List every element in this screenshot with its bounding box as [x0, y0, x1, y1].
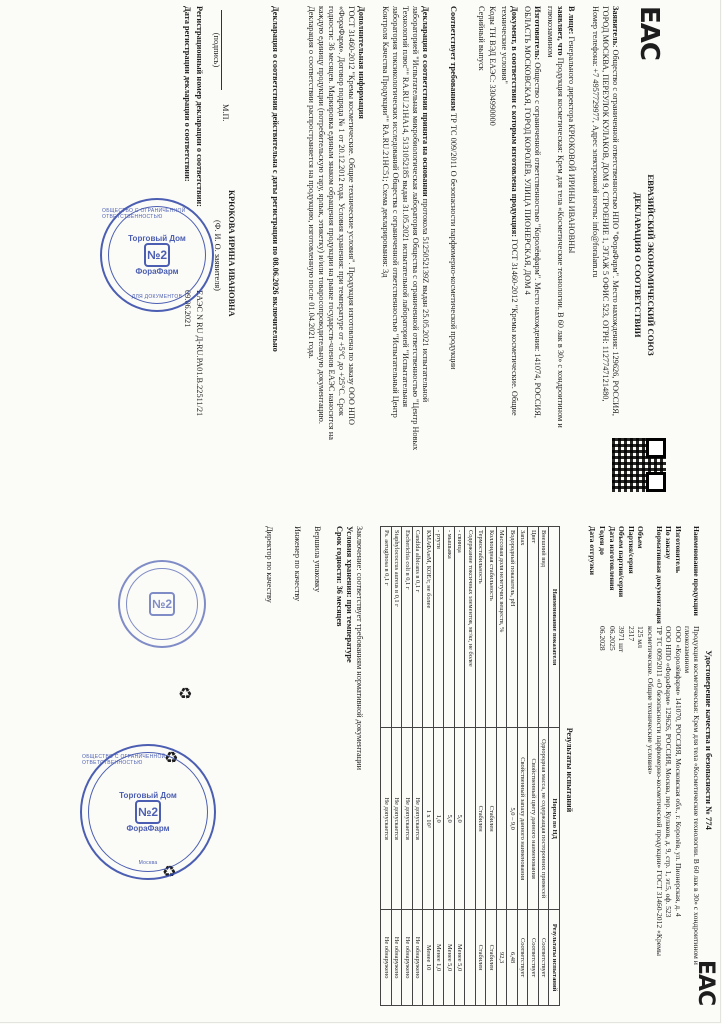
table-cell: Стабилен	[486, 728, 497, 910]
director: Директор по качеству	[265, 526, 274, 603]
table-cell: Не допускается	[381, 728, 392, 910]
declares-text: Продукция косметическая: Крем для тела «Косметические технологии. В 60 лак в 30» с хондроитином и глюкозамином	[546, 6, 565, 428]
stamp-logo: №2	[144, 243, 170, 267]
recycle-icon: ♻	[164, 748, 179, 767]
company-stamp	[100, 198, 214, 312]
table-cell: Цвет	[528, 527, 539, 728]
document-block	[499, 6, 519, 446]
table-cell: Не обнаружено	[413, 910, 424, 1006]
stamp-line2: ФораФарм	[126, 824, 170, 833]
person-label: В лице:	[567, 6, 576, 35]
certificate-info-label: Изготовитель	[673, 526, 683, 574]
certificate-info-row	[645, 526, 662, 1006]
applicant-block: Заявитель: Общество с ограниченной ответственностью НПО "ФораФарм". Место нахождения: 129626, РОССИЯ, ГОРОД МОСКВА, ПЕРЕУЛОК КУЛАКОВ, ДОМ 9, СТРОЕНИЕ 1, ЭТАЖ 5 ОФИС 523, ОГРН: 1127747121480, Номер телефона: +7 4957729977, Адрес электронной почты: info@foralam.ru	[591, 6, 620, 416]
results-table-body	[381, 527, 549, 1006]
table-cell: 1,0	[434, 728, 445, 910]
basis-block	[380, 6, 430, 451]
certificate-info-label: Дата изготовления	[607, 526, 617, 591]
table-row	[392, 527, 403, 1006]
table-cell: Ps. aeruginosa в 0,1 г	[381, 527, 392, 728]
table-cell: КМАФАнМ, КОЕ/г, не более	[423, 527, 434, 728]
table-cell: Запах	[518, 527, 529, 728]
certificate-info-row	[636, 526, 645, 1006]
certificate-info-value: ООО «Королёвфарм» 141070, РОССИЯ, Московская обл., г. Королёв, ул. Пионерская, д. 4	[673, 626, 683, 917]
certificate-info-label: Дата отгрузки	[588, 526, 598, 575]
certificate-info-value: 3971 шт	[617, 626, 627, 653]
results-table	[381, 526, 561, 1006]
certificate-info-value: Продукция косметическая: Крем для тела «Косметические технологии. В 60 лак в 30» с хондроитином и глюкозамином	[683, 626, 701, 965]
certificate-info-label: Объем партии/серии	[617, 526, 627, 598]
applicant-label: Заявитель	[611, 6, 620, 46]
recycle-icon: ♻	[162, 862, 177, 881]
table-row	[486, 527, 497, 1006]
table-row	[444, 527, 455, 1006]
table-cell: Не обнаружено	[381, 910, 392, 1006]
certificate-info-row	[588, 526, 597, 1006]
table-row	[528, 527, 539, 1006]
table-header: Наименование показателя	[549, 527, 560, 728]
document-title: ДЕКЛАРАЦИЯ О СООТВЕТСТВИИ	[633, 192, 643, 338]
table-cell: Стабилен	[476, 910, 487, 1006]
table-cell: 1 х 10³	[423, 728, 434, 910]
batch-type: Серийный выпуск	[477, 6, 486, 71]
stamp-outer-text: ОБЩЕСТВО С ОГРАНИЧЕННОЙ ОТВЕТСТВЕННОСТЬЮ	[82, 754, 166, 766]
document-label: Документ, в соответствии с которым изготовлена продукция:	[510, 6, 519, 237]
conclusion: Заключение: соответствует требованиям нормативной документации	[355, 526, 364, 771]
stamp-line1: Торговый Дом	[119, 791, 177, 800]
table-cell: Не допускается	[392, 728, 403, 910]
table-row	[497, 527, 508, 1006]
stamp-ring	[108, 206, 206, 304]
stamp-line2: ФораФарм	[135, 267, 179, 276]
table-cell: Менее 1,0	[434, 910, 445, 1006]
table-cell: Соответствует	[528, 910, 539, 1006]
certificate-info-value: 125 мл	[636, 626, 646, 648]
certificate-info-label: Партия/серия	[626, 526, 636, 574]
packer: Вершила упаковку	[313, 526, 322, 593]
reg-number: ЕАЭС N RU Д-RU.РА01.В.22511/21	[195, 290, 204, 417]
reg-date-label: Дата регистрации декларации о соответствии:	[183, 6, 192, 182]
stamp-logo: №2	[149, 592, 175, 616]
certificate-info-value: ООО НПО «ФораФарм» 129626, РОССИЯ, Москва, пер. Кулаков, д. 9, стр. 1, эт.5, оф. 523	[664, 626, 674, 918]
extra-label: Дополнительная информация	[357, 6, 366, 119]
storage: Условия хранения: при температуре	[345, 526, 354, 663]
table-cell: Содержание токсичных элементов, мг/кг, не более	[465, 527, 476, 728]
table-row	[539, 527, 550, 1006]
declares-block	[545, 6, 565, 446]
table-cell: Стабилен	[486, 910, 497, 1006]
table-cell: Водородный показатель, рН	[507, 527, 518, 728]
certificate-info-value: 2317	[626, 626, 636, 642]
certificate-info-label: Годен до	[598, 526, 608, 555]
table-cell: Массовая доля нелетучих веществ, %	[497, 527, 508, 728]
signer-name: КРЮКОВА ИРИНА ИВАНОВНА	[227, 190, 236, 317]
shelf-life: Срок годности: 36 месяцев	[335, 526, 344, 627]
table-cell: Не обнаружено	[402, 910, 413, 1006]
mp-mark: М.П.	[221, 104, 230, 122]
stamp-ring	[88, 752, 208, 872]
table-row	[507, 527, 518, 1006]
table-cell: Менее 10	[423, 910, 434, 1006]
table-row	[518, 527, 529, 1006]
table-cell: 5,0 – 9,0	[507, 728, 518, 910]
requirements-text: ТР ТС 009/2011 О безопасности парфюмерно-косметической продукции	[449, 113, 458, 370]
signature-label: (подпись)	[211, 10, 222, 90]
stamp-city: Москва	[138, 860, 158, 866]
table-cell: Однородная масса, не содержащая посторонних примесей	[539, 728, 550, 910]
table-row	[402, 527, 413, 1006]
results-title: Результаты испытаний	[565, 727, 574, 813]
certificate-title: Удостоверение качества и безопасности № 774	[704, 650, 714, 830]
table-cell: Staphylococcus aureus в 0,1 г	[392, 527, 403, 728]
table-header: Результаты испытаний	[549, 910, 560, 1006]
table-cell: Стабилен	[476, 728, 487, 910]
table-row	[381, 527, 392, 1006]
requirements-label: Соответствует требованиям	[449, 6, 458, 112]
stamp-ring	[126, 568, 198, 640]
manufacturer-label: Изготовитель:	[533, 6, 542, 61]
certificate-info-value	[588, 626, 597, 1006]
table-cell: Не допускается	[402, 728, 413, 910]
table-row	[465, 527, 476, 1006]
table-cell: Менее 5,0	[455, 910, 466, 1006]
table-row	[423, 527, 434, 1006]
table-header: Нормы по НД	[549, 728, 560, 910]
certificate-info-row	[607, 526, 616, 1006]
document-text: ГОСТ 31460-2012 "Кремы косметические. Общие технические условия"	[500, 6, 519, 416]
table-row	[455, 527, 466, 1006]
table-cell	[465, 910, 476, 1006]
certificate-info-row	[683, 526, 700, 1006]
table-cell: Свойственный цвету данного наименования	[528, 728, 539, 910]
signer-role: (Ф. И. О. заявителя)	[213, 220, 222, 291]
certificate-info-row	[626, 526, 635, 1006]
table-row	[434, 527, 445, 1006]
certificate-info-value: 06.2028	[598, 626, 608, 651]
certificate-info-row	[673, 526, 682, 1006]
table-cell: Escherichia coli в 0,1 г	[402, 527, 413, 728]
table-cell: Свойственный запаху данного наименования	[518, 728, 529, 910]
table-cell: - ртути	[434, 527, 445, 728]
table-cell: Коллоидная стабильность	[486, 527, 497, 728]
basis-label: Декларация о соответствии принята на основании	[421, 6, 430, 197]
table-cell: 5,0	[455, 728, 466, 910]
stamp-line3: ДЛЯ ДОКУМЕНТОВ	[131, 294, 183, 300]
table-cell: Candida albicans в 0,1 г	[413, 527, 424, 728]
recycle-icon: ♻	[178, 684, 193, 703]
reg-number-label: Регистрационный номер декларации о соответствии:	[195, 6, 204, 207]
declares-label: заявляет, что	[556, 6, 565, 56]
union-title: ЕВРАЗИЙСКИЙ ЭКОНОМИЧЕСКИЙ СОЮЗ	[646, 174, 656, 356]
stamp-outer-text: ОБЩЕСТВО С ОГРАНИЧЕННОЙ ОТВЕТСТВЕННОСТЬЮ	[102, 208, 186, 220]
manufacturer-block	[522, 6, 542, 446]
basis-text: протокола 5125052139Z выдан 25.05.2021 испытательной лабораторией "Испытательная микробиологическая лаборатория Общества с ограниченной ответственностью "Центр Новых Технологий плюс"" RA.RU.21HA14, 5131052185 выдан 31.05.2021 испытательной лабораторией "Испытательная лаборатория токсикологических исследований Общества с ограниченной ответственностью "Испытательный Центр Контроля Качества Продукции"" RA.RU.21HC51; Схема декларирования: 3д	[381, 6, 430, 451]
certificate-info-label: По заказу	[664, 526, 674, 560]
qr-code	[612, 438, 666, 492]
table-cell: Не обнаружено	[392, 910, 403, 1006]
validity-text: Декларация о соответствии действительна с даты регистрации по 08.06.2026 включительно	[271, 6, 280, 352]
table-cell	[497, 728, 508, 910]
stamp-logo: №2	[135, 800, 161, 824]
engineer: Инженер по качеству	[293, 526, 302, 602]
table-cell: Соответствует	[518, 910, 529, 1006]
table-cell: 5,0	[444, 728, 455, 910]
table-row	[476, 527, 487, 1006]
certificate-info-row	[664, 526, 673, 1006]
certificate-info-value: ТР ТС 009/2011 «О безопасности парфюмерно-косметической продукции» ГОСТ 31460-2012 «Кремы косметические. Общие технические условия»	[646, 626, 664, 957]
applicant-text: Общество с ограниченной ответственностью НПО "ФораФарм". Место нахождения: 129626, РОССИЯ, ГОРОД МОСКВА, ПЕРЕУЛОК КУЛАКОВ, ДОМ 9, СТРОЕНИЕ 1, ЭТАЖ 5 ОФИС 523, ОГРН: 1127747121480, Номер телефона: +7 4957729977, Адрес электронной почты: info@foralam.ru	[591, 6, 620, 416]
table-cell: - свинца	[455, 527, 466, 728]
table-row	[413, 527, 424, 1006]
certificate-info-label: Нормативная документация	[654, 526, 664, 624]
eac-mark: EAC	[634, 6, 664, 60]
table-cell: Внешний вид	[539, 527, 550, 728]
requirements-block	[448, 6, 458, 446]
stamp-line1: Торговый Дом	[128, 234, 186, 243]
certificate-info-label: Наименование продукции	[692, 526, 701, 616]
certificate-info-value: 06.2025	[607, 626, 617, 651]
table-cell: Менее 5,0	[444, 910, 455, 1006]
table-cell: 92,3	[497, 910, 508, 1006]
table-cell: 6,48	[507, 910, 518, 1006]
manufacturer-text: Общество с ограниченной ответственностью "Королёвфарм". Место нахождения: 141074, РОССИЯ, ОБЛАСТЬ МОСКОВСКАЯ, ГОРОД КОРОЛЁВ, УЛИЦА ПИОНЕРСКАЯ, ДОМ 4	[523, 6, 542, 418]
table-cell: Соответствует	[539, 910, 550, 1006]
certificate-info	[587, 526, 700, 1006]
table-cell: - мышьяка	[444, 527, 455, 728]
certificate-info-row	[597, 526, 606, 1006]
table-cell: Не допускается	[413, 728, 424, 910]
company-stamp	[80, 744, 216, 880]
person-text: Генерального директора КРЮКОВОЙ ИРИНЫ ИВАНОВНЫ	[567, 36, 576, 254]
certificate-info-row	[617, 526, 626, 1006]
table-cell	[465, 728, 476, 910]
certificate-info-label: Объем	[636, 526, 646, 549]
table-cell: Термостабильность	[476, 527, 487, 728]
person-block	[566, 6, 576, 466]
reg-date: 09.06.2021	[183, 290, 192, 328]
certificate-eac-mark: EAC	[693, 960, 718, 1006]
extra-text: ГОСТ 31460-2012 "Кремы косметические. Общие технические условия". Продукция изготовлена по заказу ООО НПО «ФораФарм». Договор подряда № 1 от 20.12.2012 года. Условия хранения: при температуре от +5°С до +25°С. Срок годности: 36 месяцев. Маркировка единым знаком обращения продукции на рынке государств-членов ЕАЭС наносится на каждую единицу продукции (потребительскую тару, ярлык, этикетку) и/или товаросопроводительную документацию. Декларация о соответствии распространяется на продукцию, изготовленную после 01.04.2021 года.	[307, 6, 356, 440]
tnved-code: Коды ТН ВЭД ЕАЭС: 3304990000	[488, 6, 497, 126]
faded-stamp	[118, 560, 206, 648]
